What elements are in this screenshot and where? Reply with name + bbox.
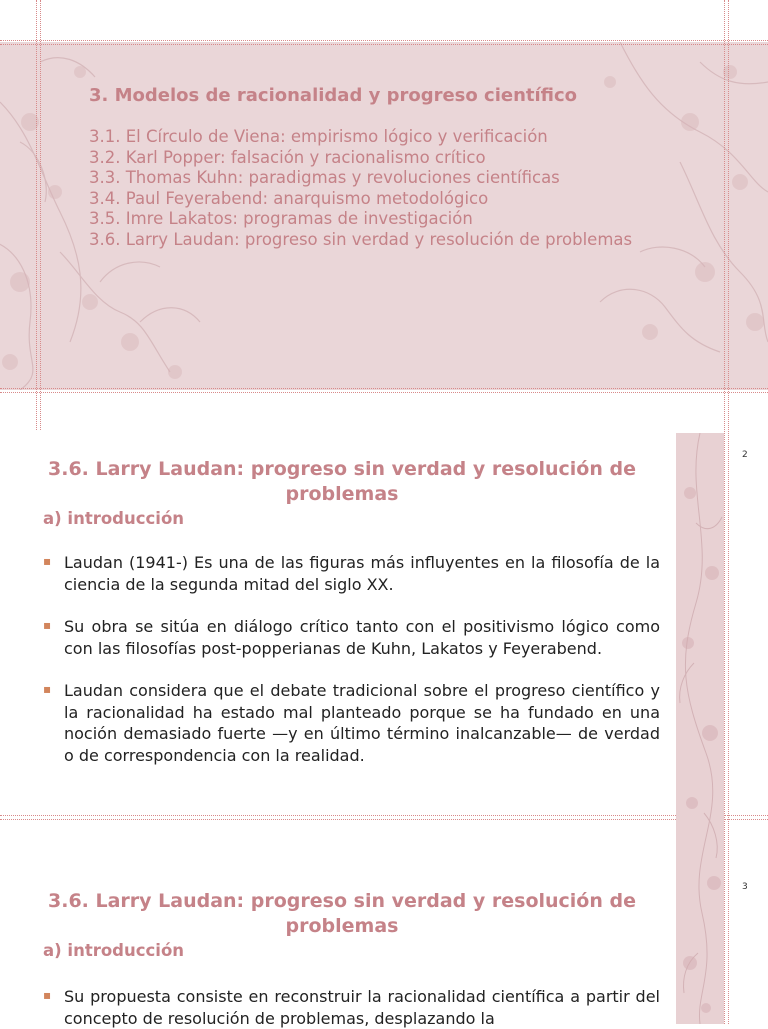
bullet-list [43,986,660,1029]
toc-item: 3.6. Larry Laudan: progreso sin verdad y resolución de problemas [89,229,633,249]
toc-title: 3. Modelos de racionalidad y progreso científico [89,85,578,106]
toc-slide [0,42,768,390]
bullet-item [43,986,660,1029]
bullet-item [43,616,660,659]
toc-item: 3.5. Imre Lakatos: programas de investigación [89,209,473,228]
bullet-item [43,552,660,595]
guide-line [0,815,768,820]
toc-item: 3.2. Karl Popper: falsación y racionalismo crítico [89,147,486,167]
bullet-marker-icon: ▪ [43,988,52,1002]
slide-title: 3.6. Larry Laudan: progreso sin verdad y resolución de problemas [48,458,636,505]
toc-list [89,127,649,250]
slide-title: 3.6. Larry Laudan: progreso sin verdad y resolución de problemas [48,890,636,937]
bullet-text: Laudan considera que el debate tradicional sobre el progreso científico y la racionalidad ha estado mal planteado porque se ha fundado en una noción demasiado fuerte —y en último término inalcanzable— de verdad o de correspondencia con la realidad. [64,681,660,765]
guide-line [0,40,768,45]
bullet-text: Laudan (1941-) Es una de las figuras más influyentes en la filosofía de la ciencia de la segunda mitad del siglo XX. [64,553,660,594]
guide-line [724,0,729,1024]
guide-line [0,388,768,393]
toc-item: 3.3. Thomas Kuhn: paradigmas y revoluciones científicas [89,168,560,187]
bullet-marker-icon: ▪ [43,554,52,568]
bullet-item [43,680,660,766]
decorative-floral-strip [676,433,724,1024]
toc-item: 3.4. Paul Feyerabend: anarquismo metodológico [89,188,489,208]
page-number: 2 [742,450,748,460]
bullet-marker-icon: ▪ [43,618,52,632]
slide-subheading: a) introducción [43,941,185,960]
toc-item: 3.1. El Círculo de Viena: empirismo lógico y verificación [89,127,548,146]
bullet-list [43,552,660,766]
floral-strip-illustration [676,433,724,1024]
slide-subheading: a) introducción [43,509,185,528]
page-number: 3 [742,882,748,892]
guide-line [36,0,41,430]
bullet-text: Su obra se sitúa en diálogo crítico tanto con el positivismo lógico como con las filosofías post-popperianas de Kuhn, Lakatos y Feyerabend. [64,617,660,658]
bullet-marker-icon: ▪ [43,682,52,696]
bullet-text: Su propuesta consiste en reconstruir la racionalidad científica a partir del concepto de resolución de problemas, desplazando la [64,987,660,1028]
